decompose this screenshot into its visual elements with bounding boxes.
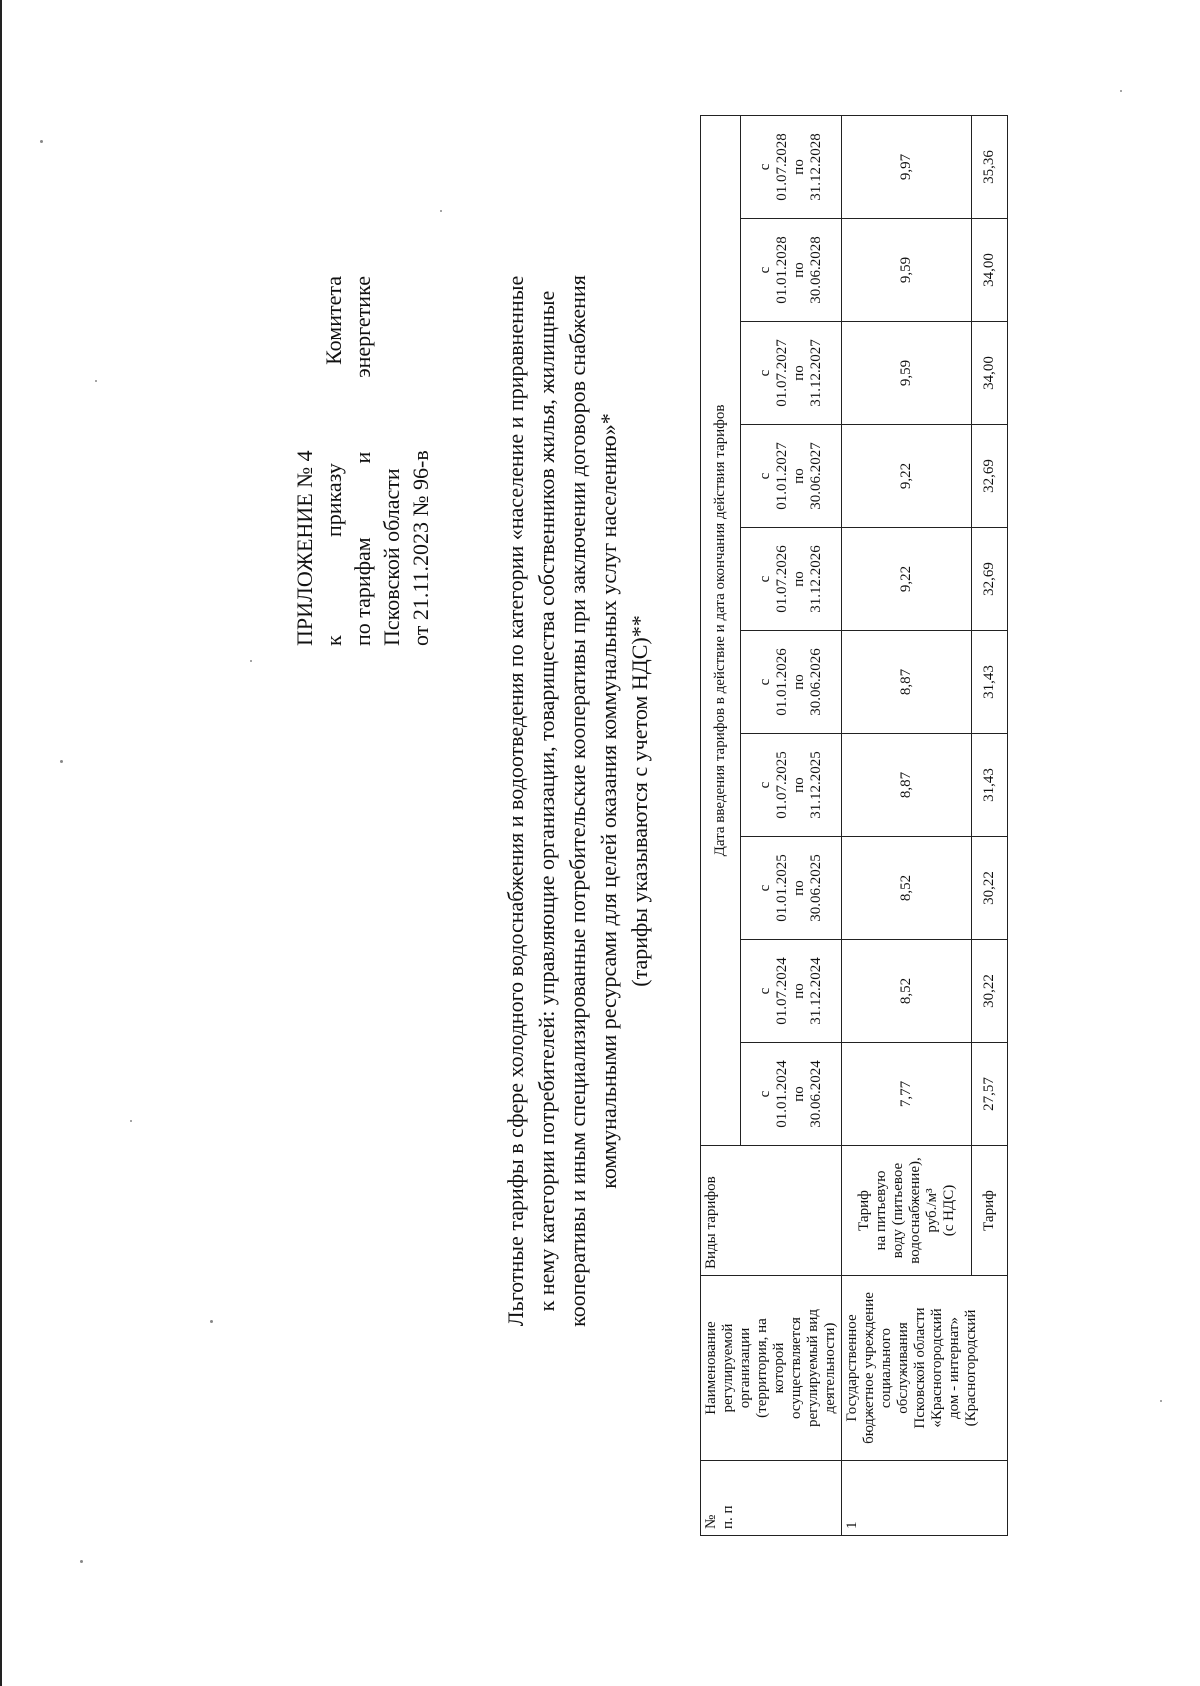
tariff-value: 30,22 xyxy=(972,940,1008,1043)
appendix-line-4: от 21.11.2023 № 96-в xyxy=(408,450,433,646)
appendix-title: ПРИЛОЖЕНИЕ № 4 xyxy=(292,450,317,646)
tariff-value: 34,00 xyxy=(972,322,1008,425)
title-line: (тарифы указываются с учетом НДС)** xyxy=(627,615,652,987)
tariff-value: 27,57 xyxy=(972,1043,1008,1146)
appendix-block xyxy=(290,276,435,646)
tariff-value: 8,87 xyxy=(842,734,972,837)
title-line: кооперативы и иным специализированные потребительские кооперативы при заключении договоров снабжения xyxy=(565,275,590,1327)
period-header: с 01.07.2028 по 31.12.2028 xyxy=(741,115,842,218)
document-title xyxy=(500,246,655,1356)
tariff-value: 31,43 xyxy=(972,734,1008,837)
tariff-value: 9,22 xyxy=(842,425,972,528)
appendix-line-1: к приказу Комитета xyxy=(321,276,346,646)
tariff-value: 34,00 xyxy=(972,219,1008,322)
tariff-value: 32,69 xyxy=(972,528,1008,631)
header-date-range: Дата введения тарифов в действие и дата окончания действия тарифов xyxy=(701,115,741,1145)
title-line: коммунальными ресурсами для целей оказания коммунальных услуг населению»* xyxy=(596,413,621,1189)
header-tariff-type: Виды тарифов xyxy=(701,1146,842,1276)
tariff-value: 31,43 xyxy=(972,631,1008,734)
appendix-line-3: Псковской области xyxy=(379,468,404,646)
tariff-type-second: Тариф xyxy=(972,1146,1008,1276)
tariff-value: 9,59 xyxy=(842,219,972,322)
tariff-table xyxy=(700,115,1008,1536)
row-number: 1 xyxy=(842,1461,1008,1536)
period-header: с 01.01.2025 по 30.06.2025 xyxy=(741,837,842,940)
period-header: с 01.01.2027 по 30.06.2027 xyxy=(741,425,842,528)
title-line: к нему категории потребителей: управляющие организации, товарищества собственников жилья, жилищные xyxy=(534,290,559,1312)
period-header: с 01.01.2026 по 30.06.2026 xyxy=(741,631,842,734)
title-line: Льготные тарифы в сфере холодного водоснабжения и водоотведения по категории «население и приравненные xyxy=(503,275,528,1327)
tariff-value: 32,69 xyxy=(972,425,1008,528)
tariff-value: 9,59 xyxy=(842,322,972,425)
tariff-type-water: Тариф на питьевую воду (питьевое водоснабжение), руб./м³ (с НДС) xyxy=(842,1146,972,1276)
appendix-line-2: по тарифам и энергетике xyxy=(350,276,375,646)
tariff-value: 8,52 xyxy=(842,940,972,1043)
tariff-value: 9,97 xyxy=(842,115,972,218)
period-header: с 01.07.2027 по 31.12.2027 xyxy=(741,322,842,425)
tariff-value: 8,52 xyxy=(842,837,972,940)
header-number: № п. п xyxy=(701,1461,842,1536)
period-header: с 01.01.2028 по 30.06.2028 xyxy=(741,219,842,322)
period-header: с 01.07.2025 по 31.12.2025 xyxy=(741,734,842,837)
tariff-value: 30,22 xyxy=(972,837,1008,940)
header-organization: Наименование регулируемой организации (территория, на которой осуществляется регулируемый вид деятельности) xyxy=(701,1276,842,1461)
tariff-value: 35,36 xyxy=(972,115,1008,218)
period-header: с 01.01.2024 по 30.06.2024 xyxy=(741,1043,842,1146)
tariff-value: 9,22 xyxy=(842,528,972,631)
period-header: с 01.07.2024 по 31.12.2024 xyxy=(741,940,842,1043)
tariff-value: 8,87 xyxy=(842,631,972,734)
organization-name: Государственное бюджетное учреждение социального обслуживания Псковской области «Красногородский дом - интернат» (Красногородский xyxy=(842,1276,1008,1461)
tariff-value: 7,77 xyxy=(842,1043,972,1146)
period-header: с 01.07.2026 по 31.12.2026 xyxy=(741,528,842,631)
